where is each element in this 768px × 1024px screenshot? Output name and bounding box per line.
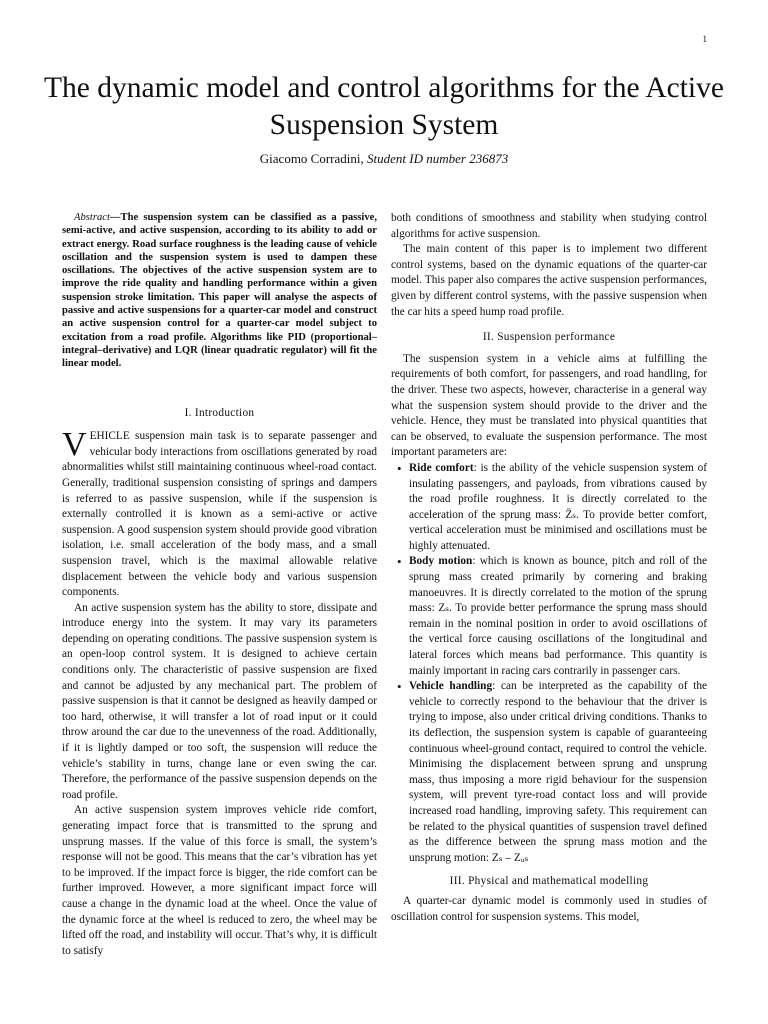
performance-parameters-list [391, 461, 707, 866]
right-column [391, 211, 707, 925]
list-item-ride-comfort [409, 461, 707, 555]
abstract-label: Abstract [74, 212, 110, 223]
suspension-paragraph-1: The suspension system in a vehicle aims at fulfilling the requirements of both comfort, for passengers, and road handling, for the driver. These two aspects, however, characterise in a general way what the suspension system should provide to the driver and the vehicle. Hence, they must be translated into physical quantities that can be observed, to evaluate the suspension performance. The most important parameters are: [391, 352, 707, 459]
section-heading-introduction: I. Introduction [184, 406, 255, 419]
desc-vehicle-handling: : can be interpreted as the capability of the vehicle to correctly respond to the behaviour that the driver is trying to impose, also under critical driving conditions. Thanks to its deflection, the suspension system is capable of guaranteeing continuous wheel-ground contact, required to control the vehicle. Minimising the displacement between sprung and unsprung mass, thus imposing a more rigid behaviour for the suspension system, will prevent tyre-road contact loss and will provide increased road handling, improving safety. This requirement can be related to the physical quantities of suspension travel defined as the difference between the sprung mass motion and the unsprung motion: Zₛ – Zᵤₛ [409, 680, 707, 864]
intro-paragraph-4: The main content of this paper is to implement two different control systems, based on the dynamic equations of the quarter-car model. This paper also compares the active suspension performances, given by different control systems, with the passive suspension when the car hits a speed hump road profile. [391, 243, 707, 318]
left-column [62, 211, 377, 959]
intro-paragraph-3-continued: both conditions of smoothness and stability when studying control algorithms for active suspension. [391, 212, 707, 240]
paper-title: The dynamic model and control algorithms for the Active Suspension System [44, 72, 724, 141]
section-heading-physical-modelling: III. Physical and mathematical modelling [449, 875, 649, 888]
physical-paragraph-1: A quarter-car dynamic model is commonly used in studies of oscillation control for suspension systems. This model, [391, 894, 707, 923]
list-item-vehicle-handling [409, 679, 707, 866]
abstract [62, 211, 377, 371]
term-body-motion: Body motion [409, 555, 473, 568]
intro-paragraph-3: An active suspension system improves vehicle ride comfort, generating impact force that is transmitted to the sprung and unsprung masses. If the value of this force is small, the system’s response will not be good. This means that the car’s vibration has yet to be improved. If the impact force is bigger, the ride comfort can be further improved. However, a more significant impact force will cause a change in the dynamic load at the wheel. Once the value of the dynamic force at the wheel is reduced to zero, the wheel may be lifted off the road, and instability will occur. That’s why, it is difficult to satisfy [62, 804, 377, 957]
list-item-body-motion [409, 554, 707, 679]
drop-cap: V [62, 426, 87, 464]
intro-paragraph-1-text: EHICLE suspension main task is to separate passenger and vehicular body interactions from oscillations generated by road abnormalities whilst still maintaining continuous wheel-road contact. Generally, traditional suspension consisting of springs and dampers is referred to as passive suspension, while if the suspension is externally controlled it is known as a semi-active or active suspension. A good suspension system should provide good vibration isolation, i.e. small acceleration of the body mass, and a small suspension travel, which is the maximal allowable relative displacement between the vehicle body and various suspension components. [62, 430, 377, 599]
abstract-text: —The suspension system can be classified as a passive, semi-active, and active suspension, according to its ability to add or extract energy. Road surface roughness is the leading cause of vehicle oscillation and the suspension system is used to dampen these oscillations. The objectives of the active suspension system are to improve the ride quality and handling performance within a given suspension stroke limitation. This paper will analyse the aspects of passive and active suspensions for a quarter-car model and construct an active suspension control for a quarter-car model subject to excitation from a road profile. Algorithms like PID (proportional–integral–derivative) and LQR (linear quadratic regulator) will fit the linear model. [62, 212, 377, 370]
desc-body-motion: : which is known as bounce, pitch and roll of the sprung mass created primarily by cornering and braking manoeuvres. It is directly correlated to the motion of the sprung mass: Zₛ. To provide better performance the sprung mass should remain in the nominal position in order to avoid oscillations of the vertical force causing oscillations of the longitudinal and lateral forces which means bad performance. This quantity is mainly important in racing cars contrarily in passenger cars. [409, 555, 707, 677]
author-line [40, 151, 728, 167]
intro-paragraph-2: An active suspension system has the ability to store, dissipate and introduce energy into the system. It may vary its parameters depending on operating conditions. The passive suspension system is an open-loop control system. It is designed to achieve certain conditions only. The characteristic of passive suspension are fixed and cannot be adjusted by any mechanical part. The problem of passive suspension is that it cannot be designed as heavily damped or too hard, otherwise, it will transfer a lot of road input or it could throw around the car due to the unevenness of the road. Additionally, if it is lightly damped or too soft, the suspension will reduce the vehicle’s stability in turns, change lane or even swing the car. Therefore, the performance of the passive suspension depends on the road profile. [62, 601, 377, 801]
section-heading-suspension-performance: II. Suspension performance [482, 331, 616, 344]
desc-ride-comfort: : is the ability of the vehicle suspension system of insulating passengers, and payloads, from vibrations caused by the road profile roughness. It is directly correlated to the acceleration of the sprung mass: Z̈ₛ. To provide better comfort, vertical acceleration must be minimised and oscillations must be highly attenuated. [409, 461, 707, 552]
term-ride-comfort: Ride comfort [409, 461, 474, 474]
intro-paragraph-1 [62, 426, 377, 601]
page-number: 1 [702, 34, 707, 44]
term-vehicle-handling: Vehicle handling [409, 680, 493, 693]
author-name: Giacomo Corradini, [259, 151, 364, 166]
student-id: Student ID number 236873 [367, 151, 509, 166]
